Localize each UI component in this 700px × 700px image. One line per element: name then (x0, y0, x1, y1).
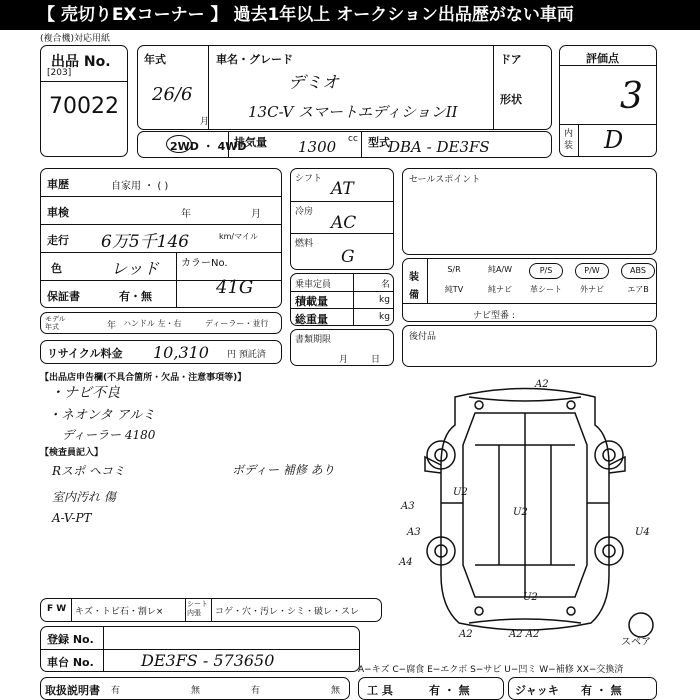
equipment-item: P/W (575, 263, 609, 279)
model-name: デミオ (288, 73, 339, 93)
mileage-value: 6万5千146 (101, 232, 190, 252)
tools-box (358, 677, 504, 700)
lot-label: 出品 No. (51, 54, 111, 70)
doc-deadline-label: 書類期限 (295, 335, 332, 345)
drive-options: 2WD ・ 4WD (170, 140, 247, 153)
spec-box (137, 131, 552, 158)
model-year-box (40, 312, 282, 334)
equipment-label: 装備 (409, 272, 419, 301)
car-diagram (395, 375, 665, 645)
retrofit-box (402, 325, 657, 367)
fw-text: キズ・トビ石・割レ× (75, 607, 164, 617)
chassis-label: 車台 No. (47, 656, 94, 669)
equipment-item: S/R (447, 265, 461, 274)
capacity-box (290, 273, 394, 326)
tools-label: 工 具 (367, 684, 393, 697)
inspection-year: 年 (181, 209, 191, 220)
lot-tag: [203] (47, 68, 72, 78)
tools-value: 有 ・ 無 (429, 684, 470, 697)
door-label: ドア (500, 53, 522, 66)
spare-label: スペア (621, 637, 651, 645)
equipment-item: 外ナビ (580, 285, 604, 294)
mark-3: U2 (513, 507, 528, 518)
doc-deadline-box (290, 329, 394, 366)
displacement-unit: cc (348, 134, 358, 144)
load-unit: kg (379, 295, 390, 305)
doc-deadline-day: 日 (371, 355, 381, 365)
warranty-label: 保証書 (47, 290, 80, 303)
year-month-unit: 月 (200, 117, 210, 127)
registration-box (40, 626, 360, 672)
load-label: 積載量 (295, 295, 328, 308)
history-label: 車歴 (47, 178, 69, 191)
score-value: 3 (620, 76, 643, 117)
equipment-item: 革シート (530, 285, 562, 294)
inspection-month: 月 (251, 209, 261, 220)
mileage-unit: km/マイル (219, 232, 258, 241)
recycle-unit: 円 預託済 (227, 350, 266, 360)
equipment-item: ABS (621, 263, 655, 279)
mark-2: U2 (453, 487, 468, 498)
equipment-item: 純ナビ (488, 285, 512, 294)
mark-1: A2 (535, 379, 549, 390)
history-value: 自家用 ・ ( ) (111, 181, 169, 192)
recycle-label: リサイクル料金 (47, 347, 123, 360)
mark-4: A3 (401, 501, 415, 512)
ac-label: 冷房 (295, 207, 314, 217)
jack-box (508, 677, 657, 700)
equipment-item: 純A/W (487, 265, 513, 274)
score-label: 評価点 (586, 52, 619, 65)
banner: 【 売切りEXコーナー 】 過去1年以上 オークション出品歴がない車両 (0, 0, 700, 30)
registration-label: 登録 No. (47, 633, 94, 646)
sales-point-box (402, 168, 657, 255)
shift-label: シフト (295, 174, 323, 184)
mileage-label: 走行 (47, 234, 69, 247)
recycle-value: 10,310 (153, 343, 209, 362)
manual-box (40, 677, 350, 700)
handle: ハンドル 左・右 (123, 319, 182, 328)
color-code: 41G (216, 277, 254, 298)
mark-10: A2 (459, 629, 473, 640)
ac-value: AC (331, 213, 357, 233)
color-code-label: カラーNo. (181, 258, 228, 269)
sheet-label: シート内張 (187, 600, 208, 617)
equipment-box (402, 258, 657, 322)
manual-item-4: 無 (331, 686, 341, 696)
displacement-value: 1300 (298, 138, 337, 156)
weight-label: 総重量 (295, 313, 328, 326)
model-code-label: 型式 (368, 136, 390, 149)
manual-item-2: 無 (191, 686, 201, 696)
lot-box (40, 45, 128, 157)
capacity-label: 乗車定員 (295, 280, 332, 290)
mark-7: U4 (635, 527, 650, 538)
sheet-text: コゲ・穴・汚レ・シミ・破レ・スレ (215, 607, 360, 617)
inspector-note-2: 室内汚れ 傷 (52, 490, 116, 504)
color-value: レッド (111, 259, 159, 278)
mark-9: U2 (523, 592, 538, 603)
shape-label: 形状 (500, 93, 522, 106)
navi-label: ナビ型番 : (473, 311, 515, 321)
mark-11: A2 A2 (509, 629, 540, 640)
model-year-year: 年 (107, 321, 117, 331)
legend: A−キズ C−腐食 E−エクボ S−サビ U−凹ミ W−補修 XX−交換済 (358, 665, 624, 675)
color-label: 色 (51, 262, 62, 275)
score-box (559, 45, 657, 157)
inspector-note-1: Rスポ ヘコミ (52, 464, 125, 478)
shift-value: AT (331, 179, 354, 199)
seller-note-1: ・ナビ不良 (50, 385, 120, 401)
fuel-value: G (341, 247, 355, 267)
sub-note: (複合機)対応用紙 (40, 34, 111, 44)
seller-note-3: ディーラー 4180 (62, 428, 156, 442)
model-grade: 13C-V スマートエディションII (248, 103, 458, 121)
shift-box (290, 168, 394, 270)
sales-point-label: セールスポイント (409, 175, 481, 185)
manual-item-3: 有 (251, 686, 261, 696)
dealer: ディーラー・並行 (205, 319, 269, 328)
conditions-box (40, 598, 382, 622)
lot-number: 70022 (49, 94, 119, 119)
equipment-item: P/S (529, 263, 563, 279)
year-label: 年式 (144, 53, 166, 66)
jack-value: 有 ・ 無 (581, 684, 622, 697)
model-year-label: モデル年式 (45, 315, 66, 331)
fw-label: F W (47, 604, 67, 614)
vehicle-box (137, 45, 552, 130)
chassis-value: DE3FS - 573650 (141, 651, 275, 670)
interior-value: D (604, 126, 624, 154)
weight-unit: kg (379, 312, 390, 322)
equipment-item: エアB (627, 285, 649, 294)
seller-note-2: ・ネオンタ アルミ (48, 408, 156, 423)
displacement-label: 排気量 (234, 136, 267, 149)
inspection-label: 車検 (47, 206, 69, 219)
equipment-item: 純TV (444, 285, 464, 294)
fuel-label: 燃料 (295, 239, 314, 249)
mark-5: A3 (407, 527, 421, 538)
retrofit-label: 後付品 (409, 332, 437, 342)
model-code-value: DBA - DE3FS (388, 138, 490, 156)
year-value: 26/6 (152, 84, 193, 105)
recycle-box (40, 340, 282, 364)
jack-label: ジャッキ (515, 684, 559, 697)
inspector-notes-label: 【検査員記入】 (40, 448, 104, 458)
warranty-value: 有・無 (119, 290, 152, 303)
inspector-note-3: A-V-PT (52, 511, 92, 525)
mark-6: A4 (399, 557, 413, 568)
seller-notes-label: 【出品店申告欄(不具合箇所・欠品・注意事項等)】 (40, 373, 247, 383)
capacity-unit: 名 (381, 280, 391, 290)
doc-deadline-month: 月 (339, 355, 349, 365)
history-box (40, 168, 282, 308)
inspector-note-right: ボディー 補修 あり (232, 463, 335, 477)
manual-label: 取扱説明書 (45, 684, 100, 697)
manual-item-1: 有 (111, 686, 121, 696)
model-label: 車名・グレード (216, 53, 293, 66)
interior-label: 内装 (564, 129, 574, 151)
